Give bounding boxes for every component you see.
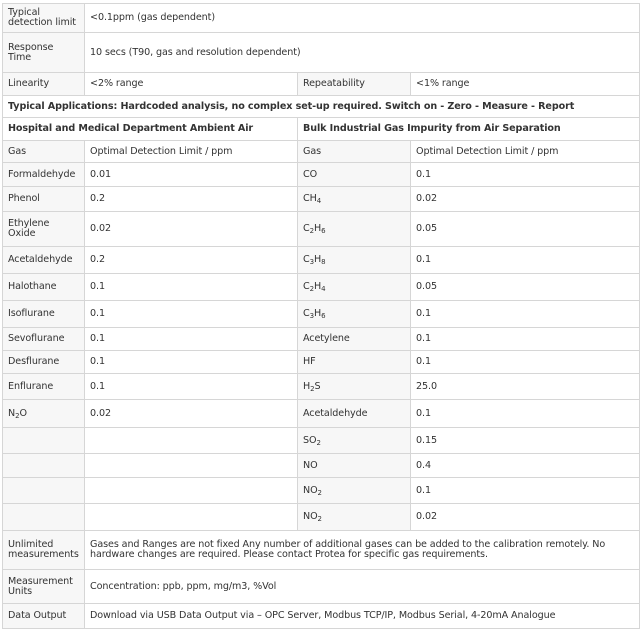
industrial-gas-value: 0.1 <box>411 478 640 504</box>
industrial-section-title: Bulk Industrial Gas Impurity from Air Separation <box>298 118 640 141</box>
industrial-gas-value: 25.0 <box>411 374 640 400</box>
linearity-value: <2% range <box>85 73 298 96</box>
empty-cell <box>3 454 85 478</box>
hospital-gas-value: 0.2 <box>85 247 298 274</box>
industrial-gas-name: $C_2H_4$ <box>298 274 411 301</box>
empty-cell <box>85 504 298 531</box>
hospital-gas-name: Sevoflurane <box>3 328 85 351</box>
gas-spec-table <box>2 3 640 629</box>
industrial-gas-value: 0.02 <box>411 504 640 531</box>
hospital-gas-name: Enflurane <box>3 374 85 400</box>
industrial-gas-value: 0.1 <box>411 301 640 328</box>
spec-row-units <box>3 570 640 604</box>
industrial-gas-name: $C_3H_8$ <box>298 247 411 274</box>
spec-row-unlimited <box>3 531 640 570</box>
table-row <box>3 478 640 504</box>
detection-limit-value: <0.1ppm (gas dependent) <box>85 4 640 33</box>
unlimited-label: Unlimited measurements <box>3 531 85 570</box>
industrial-gas-name: Acetylene <box>298 328 411 351</box>
industrial-gas-value: 0.1 <box>411 328 640 351</box>
industrial-gas-value: 0.4 <box>411 454 640 478</box>
industrial-gas-name: $NO_2$ <box>298 504 411 531</box>
table-row <box>3 247 640 274</box>
empty-cell <box>3 504 85 531</box>
hospital-gas-name: Halothane <box>3 274 85 301</box>
hospital-limit-header: Optimal Detection Limit / ppm <box>85 141 298 163</box>
hospital-gas-value: 0.1 <box>85 351 298 374</box>
industrial-gas-name: CO <box>298 163 411 187</box>
hospital-gas-name: Ethylene Oxide <box>3 212 85 247</box>
hospital-gas-name: Phenol <box>3 187 85 212</box>
industrial-gas-name: $C_3H_6$ <box>298 301 411 328</box>
table-row <box>3 274 640 301</box>
industrial-gas-value: 0.15 <box>411 428 640 454</box>
hospital-section-title: Hospital and Medical Department Ambient Air <box>3 118 298 141</box>
table-row <box>3 301 640 328</box>
repeatability-value: <1% range <box>411 73 640 96</box>
industrial-gas-value: 0.1 <box>411 351 640 374</box>
industrial-gas-name: $C_2H_6$ <box>298 212 411 247</box>
empty-cell <box>85 478 298 504</box>
industrial-gas-header: Gas <box>298 141 411 163</box>
detection-limit-label: Typical detection limit <box>3 4 85 33</box>
units-label: Measurement Units <box>3 570 85 604</box>
table-row <box>3 454 640 478</box>
table-row <box>3 328 640 351</box>
table-row <box>3 351 640 374</box>
section-titles-row <box>3 118 640 141</box>
industrial-gas-name: HF <box>298 351 411 374</box>
repeatability-label: Repeatability <box>298 73 411 96</box>
hospital-gas-value: 0.02 <box>85 212 298 247</box>
hospital-gas-name: Desflurane <box>3 351 85 374</box>
industrial-gas-value: 0.05 <box>411 274 640 301</box>
industrial-gas-value: 0.1 <box>411 163 640 187</box>
units-value: Concentration: ppb, ppm, mg/m3, %Vol <box>85 570 640 604</box>
industrial-gas-value: 0.1 <box>411 247 640 274</box>
industrial-gas-name: $H_2S$ <box>298 374 411 400</box>
column-headers-row <box>3 141 640 163</box>
table-row <box>3 504 640 531</box>
linearity-label: Linearity <box>3 73 85 96</box>
response-time-value: 10 secs (T90, gas and resolution dependent) <box>85 33 640 73</box>
hospital-gas-name: Acetaldehyde <box>3 247 85 274</box>
applications-text: Typical Applications: Hardcoded analysis, no complex set-up required. Switch on - Zero - Measure - Report <box>3 96 640 118</box>
table-row <box>3 187 640 212</box>
hospital-gas-name: Formaldehyde <box>3 163 85 187</box>
table-row <box>3 163 640 187</box>
hospital-gas-value: 0.01 <box>85 163 298 187</box>
hospital-gas-value: 0.1 <box>85 274 298 301</box>
spec-row-linearity <box>3 73 640 96</box>
empty-cell <box>3 478 85 504</box>
hospital-gas-value: 0.2 <box>85 187 298 212</box>
spec-row-detection-limit <box>3 4 640 33</box>
industrial-gas-value: 0.02 <box>411 187 640 212</box>
hospital-gas-value: 0.02 <box>85 400 298 428</box>
industrial-gas-name: NO <box>298 454 411 478</box>
hospital-gas-header: Gas <box>3 141 85 163</box>
industrial-gas-name: $NO_2$ <box>298 478 411 504</box>
industrial-limit-header: Optimal Detection Limit / ppm <box>411 141 640 163</box>
response-time-label: Response Time <box>3 33 85 73</box>
data-output-value: Download via USB Data Output via – OPC Server, Modbus TCP/IP, Modbus Serial, 4-20mA Analogue <box>85 604 640 629</box>
hospital-gas-name: $N_2O$ <box>3 400 85 428</box>
industrial-gas-name: Acetaldehyde <box>298 400 411 428</box>
empty-cell <box>3 428 85 454</box>
industrial-gas-name: $SO_2$ <box>298 428 411 454</box>
empty-cell <box>85 428 298 454</box>
table-row <box>3 374 640 400</box>
unlimited-value: Gases and Ranges are not fixed Any number of additional gases can be added to the calibration remotely. No hardware changes are required. Please contact Protea for specific gas requirements. <box>85 531 640 570</box>
table-row <box>3 212 640 247</box>
hospital-gas-value: 0.1 <box>85 301 298 328</box>
spec-row-applications <box>3 96 640 118</box>
table-row <box>3 428 640 454</box>
industrial-gas-name: $CH_4$ <box>298 187 411 212</box>
hospital-gas-value: 0.1 <box>85 328 298 351</box>
spec-row-data-output <box>3 604 640 629</box>
hospital-gas-name: Isoflurane <box>3 301 85 328</box>
table-row <box>3 400 640 428</box>
hospital-gas-value: 0.1 <box>85 374 298 400</box>
industrial-gas-value: 0.1 <box>411 400 640 428</box>
empty-cell <box>85 454 298 478</box>
data-output-label: Data Output <box>3 604 85 629</box>
spec-row-response-time <box>3 33 640 73</box>
industrial-gas-value: 0.05 <box>411 212 640 247</box>
